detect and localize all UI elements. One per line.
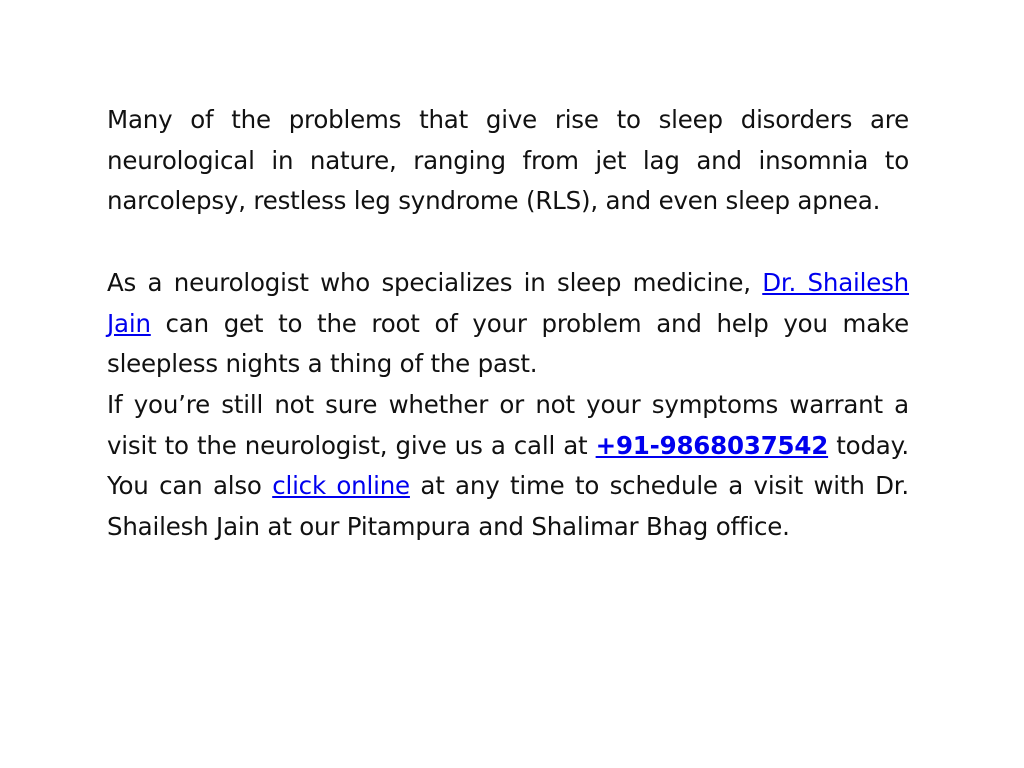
paragraph-neurologist-text: As a neurologist who specializes in sleep medicine, [107, 267, 763, 297]
phone-number-link[interactable]: +91-9868037542 [595, 430, 829, 460]
paragraph-contact-text-end: at any time to schedule a visit with Dr. Shailesh Jain at our Pitampura and Shalimar Bhag office. [107, 471, 909, 542]
body-text [107, 100, 909, 548]
click-online-link[interactable]: click online [272, 471, 410, 501]
paragraph-spacer [107, 222, 909, 263]
paragraph-contact-text: If you’re still not sure whether or not your symptoms warrant a visit to the neurologist, give us a call at [107, 389, 909, 460]
paragraph-contact-text-middle: today. You can also [107, 430, 910, 501]
doctor-name-link[interactable]: Dr. Shailesh Jain [107, 267, 910, 338]
paragraph-neurologist-text-end: can get to the root of your problem and help you make sleepless nights a thing of the past. [107, 308, 909, 379]
paragraph-neurologist [107, 263, 909, 385]
paragraph-sleep-disorders: Many of the problems that give rise to sleep disorders are neurological in nature, ranging from jet lag and insomnia to narcolepsy, restless leg syndrome (RLS), and even sleep apnea. [107, 105, 909, 216]
paragraph-contact [107, 385, 909, 548]
